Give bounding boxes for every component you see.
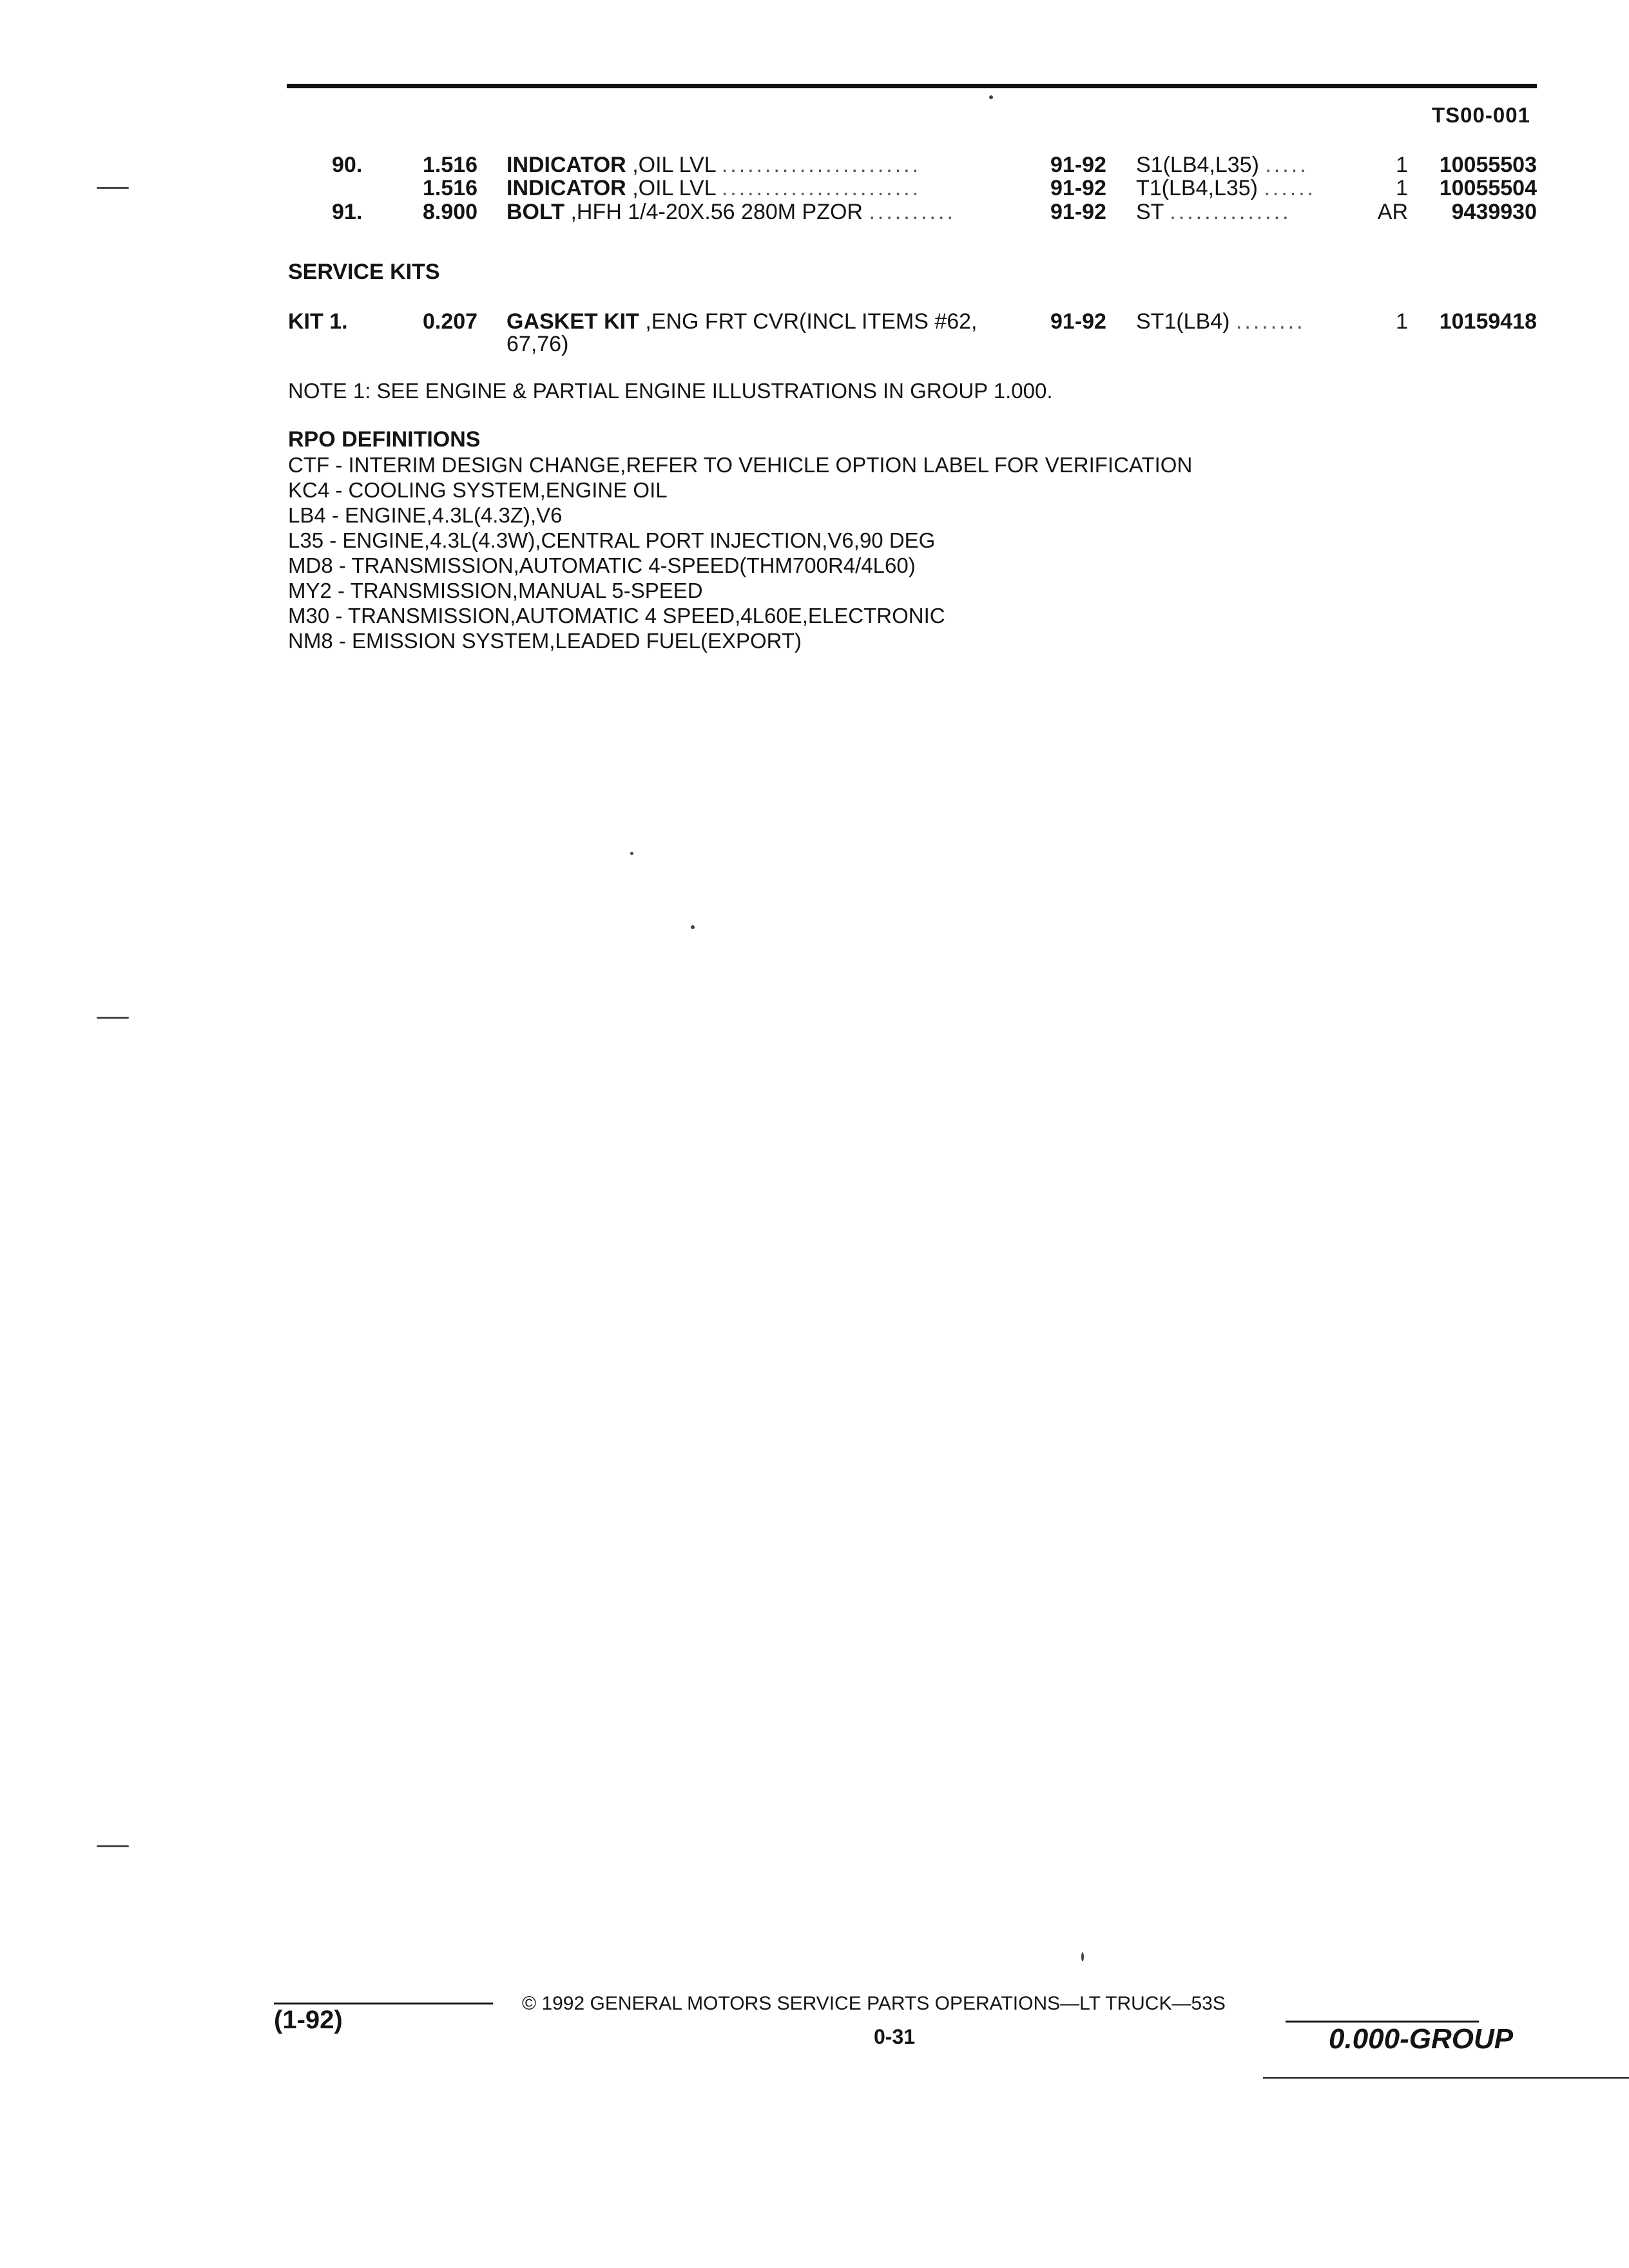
rpo-item: LB4 - ENGINE,4.3L(4.3Z),V6 <box>288 503 563 527</box>
item-number: 91. <box>332 200 363 224</box>
scan-speck <box>97 1845 129 1847</box>
model-years: 91-92 <box>1050 309 1106 334</box>
rpo-item: MD8 - TRANSMISSION,AUTOMATIC 4-SPEED(THM700R4/4L60) <box>288 553 916 577</box>
footer-rule-right <box>1286 2021 1479 2023</box>
application: ST1(LB4) ........ <box>1136 309 1306 334</box>
scan-speck <box>1081 1952 1084 1961</box>
kit-description: GASKET KIT ,ENG FRT CVR(INCL ITEMS #62, <box>506 309 978 334</box>
service-kits-heading: SERVICE KITS <box>288 260 440 284</box>
note: NOTE 1: SEE ENGINE & PARTIAL ENGINE ILLUSTRATIONS IN GROUP 1.000. <box>288 379 1053 403</box>
revision-date: (1-92) <box>274 2006 343 2034</box>
quantity: 1 <box>1396 309 1408 334</box>
copyright: © 1992 GENERAL MOTORS SERVICE PARTS OPERATIONS—LT TRUCK—53S <box>522 1993 1226 2014</box>
page-number: 0-31 <box>874 2025 916 2048</box>
scan-speck <box>691 925 695 929</box>
part-description: BOLT ,HFH 1/4-20X.56 280M PZOR .......... <box>506 200 956 224</box>
model-years: 91-92 <box>1050 200 1106 224</box>
rpo-item: NM8 - EMISSION SYSTEM,LEADED FUEL(EXPORT) <box>288 629 802 653</box>
scan-speck <box>97 1017 129 1019</box>
labor-code: 1.516 <box>423 176 478 200</box>
model-years: 91-92 <box>1050 153 1106 177</box>
part-description: INDICATOR ,OIL LVL ....................... <box>506 153 921 177</box>
application: S1(LB4,L35) ..... <box>1136 153 1309 177</box>
group-label: 0.000-GROUP <box>1329 2023 1514 2055</box>
labor-code: 0.207 <box>423 309 478 334</box>
rpo-item: M30 - TRANSMISSION,AUTOMATIC 4 SPEED,4L60E,ELECTRONIC <box>288 604 945 628</box>
footer-rule-bottom <box>1263 2077 1629 2079</box>
model-years: 91-92 <box>1050 176 1106 200</box>
rpo-item: L35 - ENGINE,4.3L(4.3W),CENTRAL PORT INJECTION,V6,90 DEG <box>288 528 936 552</box>
part-number: 10055503 <box>1439 153 1537 177</box>
rpo-list <box>288 452 1192 653</box>
footer-rule-left <box>274 2003 493 2004</box>
kit-label: KIT 1. <box>288 309 348 334</box>
part-number: 9439930 <box>1451 200 1537 224</box>
rpo-item: KC4 - COOLING SYSTEM,ENGINE OIL <box>288 478 668 502</box>
part-number: 10055504 <box>1439 176 1537 200</box>
part-number: 10159418 <box>1439 309 1537 334</box>
kit-description-continued: 67,76) <box>506 332 569 356</box>
part-description: INDICATOR ,OIL LVL ....................... <box>506 176 921 200</box>
scan-speck <box>989 95 993 99</box>
document-id: TS00-001 <box>1432 103 1530 127</box>
item-number: 90. <box>332 153 363 177</box>
rpo-heading: RPO DEFINITIONS <box>288 427 481 452</box>
quantity: 1 <box>1396 153 1408 177</box>
labor-code: 1.516 <box>423 153 478 177</box>
header-rule <box>287 84 1537 88</box>
rpo-item: MY2 - TRANSMISSION,MANUAL 5-SPEED <box>288 579 703 602</box>
kit-row-continuation <box>0 332 1629 360</box>
application: T1(LB4,L35) ...... <box>1136 176 1316 200</box>
scan-speck <box>97 187 129 189</box>
scan-speck <box>630 852 633 855</box>
application: ST .............. <box>1136 200 1291 224</box>
quantity: AR <box>1377 200 1408 224</box>
labor-code: 8.900 <box>423 200 478 224</box>
rpo-item: CTF - INTERIM DESIGN CHANGE,REFER TO VEHICLE OPTION LABEL FOR VERIFICATION <box>288 453 1193 477</box>
quantity: 1 <box>1396 176 1408 200</box>
parts-row <box>0 200 1629 228</box>
